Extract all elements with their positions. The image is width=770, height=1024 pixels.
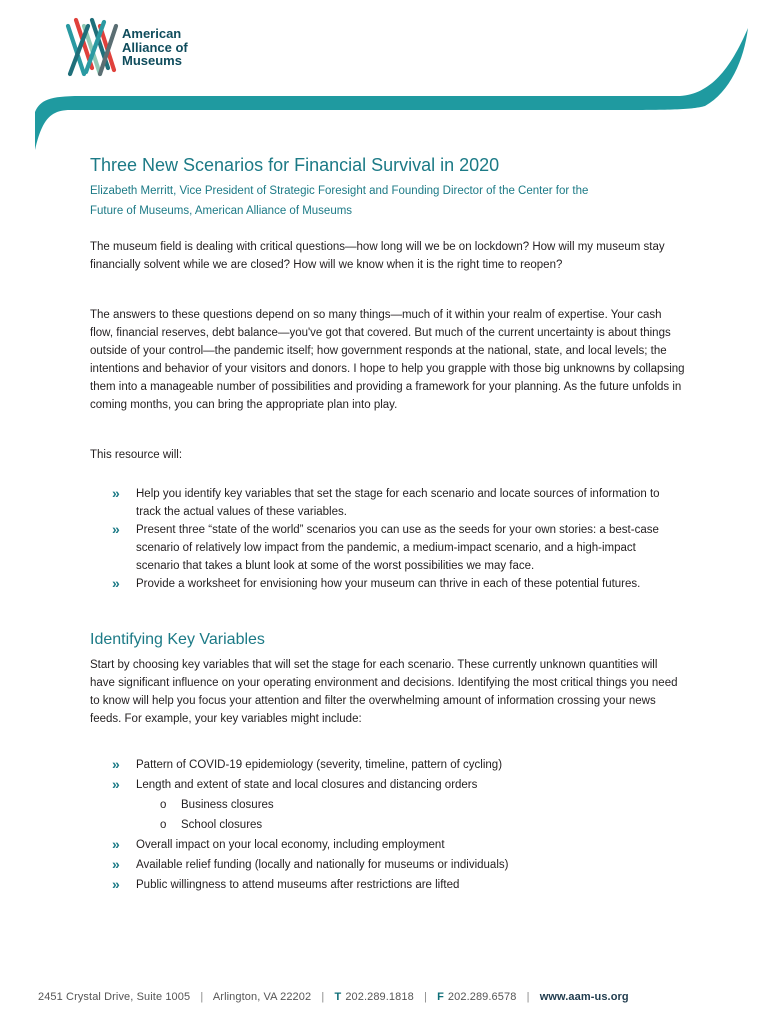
list-item (112, 521, 682, 575)
sub-list-item-text: Business closures (181, 799, 274, 811)
list-item-text: Length and extent of state and local closures and distancing orders (136, 779, 478, 791)
list-item-text: Help you identify key variables that set the stage for each scenario and locate sources of information to track the actual values of these variables. (136, 488, 660, 518)
list-item (112, 855, 682, 875)
document-title: Three New Scenarios for Financial Survival in 2020 (90, 155, 500, 175)
bullet-marker-icon: » (112, 521, 120, 537)
logo-line-2: Alliance of (122, 39, 188, 55)
footer-fax: 202.289.6578 (447, 991, 517, 1003)
logo-line-1: American (122, 26, 182, 41)
header-swoosh-banner (0, 20, 770, 160)
list-item-text: Public willingness to attend museums after restrictions are lifted (136, 879, 460, 891)
page-footer (38, 991, 629, 1003)
footer-separator: | (423, 991, 427, 1003)
variables-list (112, 755, 682, 895)
logo-line-3: Museums (122, 53, 182, 68)
list-item (112, 755, 682, 775)
footer-separator: | (526, 991, 530, 1003)
bullet-marker-icon: » (112, 575, 120, 591)
list-item (112, 575, 682, 593)
sub-list (136, 795, 682, 835)
footer-fax-label: F (437, 991, 444, 1003)
byline-line-2: Future of Museums, American Alliance of Museums (90, 205, 353, 217)
resource-intro: This resource will: (90, 449, 183, 461)
sub-list-item (136, 795, 682, 815)
sub-list-item-text: School closures (181, 819, 263, 831)
bullet-marker-icon: » (112, 876, 120, 892)
list-item-text: Present three “state of the world” scenarios you can use as the seeds for your own stories: a best-case scenario of relatively low impact from the pandemic, a medium-impact scenario, and a high-impact scenario that takes a blunt look at some of the worst possibilities we may face. (136, 524, 659, 572)
bullet-marker-icon: » (112, 756, 120, 772)
list-item-text: Pattern of COVID-19 epidemiology (severity, timeline, pattern of cycling) (136, 759, 503, 771)
footer-tel: 202.289.1818 (345, 991, 414, 1003)
footer-city: Arlington, VA 22202 (212, 991, 312, 1003)
sub-bullet-icon: o (160, 819, 167, 831)
footer-website-link[interactable]: www.aam-us.org (539, 991, 629, 1003)
list-item (112, 875, 682, 895)
list-item-text: Provide a worksheet for envisioning how your museum can thrive in each of these potential futures. (136, 578, 641, 590)
list-item (112, 835, 682, 855)
list-item (112, 775, 682, 835)
footer-separator: | (321, 991, 325, 1003)
byline-line-1: Elizabeth Merritt, Vice President of Strategic Foresight and Founding Director of the Center for the (90, 185, 589, 197)
section-heading: Identifying Key Variables (90, 631, 265, 648)
list-item-text: Available relief funding (locally and nationally for museums or individuals) (136, 859, 509, 871)
answers-paragraph: The answers to these questions depend on so many things—much of it within your realm of expertise. Your cash flow, financial reserves, debt balance—you've got that covered. But much of the current uncertainty is about things outside of your control—the pandemic itself; how government responds at the national, state, and local levels; the intentions and behavior of your visitors and donors. I hope to help you grapple with those big unknowns by collapsing them into a manageable number of possibilities and providing a framework for your planning. As the future unfolds in coming months, you can bring the appropriate plan into play. (90, 309, 685, 411)
author-byline (90, 181, 680, 221)
resource-list (112, 485, 682, 593)
intro-paragraph: The museum field is dealing with critical questions—how long will we be on lockdown? How will my museum stay financially solvent while we are closed? How will we know when it is the right time to reopen? (90, 241, 665, 271)
list-item-text: Overall impact on your local economy, including employment (136, 839, 445, 851)
sub-bullet-icon: o (160, 799, 167, 811)
bullet-marker-icon: » (112, 776, 120, 792)
key-variables-paragraph: Start by choosing key variables that will set the stage for each scenario. These currently unknown quantities will have significant influence on your operating environment and decisions. Identifying the most critical things you need to know will help you focus your attention and filter the overwhelming amount of information crossing your news feeds. For example, your key variables might include: (90, 659, 678, 725)
bullet-marker-icon: » (112, 836, 120, 852)
list-item (112, 485, 682, 521)
bullet-marker-icon: » (112, 485, 120, 501)
sub-list-item (136, 815, 682, 835)
footer-tel-label: T (334, 991, 342, 1003)
bullet-marker-icon: » (112, 856, 120, 872)
footer-separator: | (200, 991, 204, 1003)
footer-address: 2451 Crystal Drive, Suite 1005 (38, 991, 191, 1003)
